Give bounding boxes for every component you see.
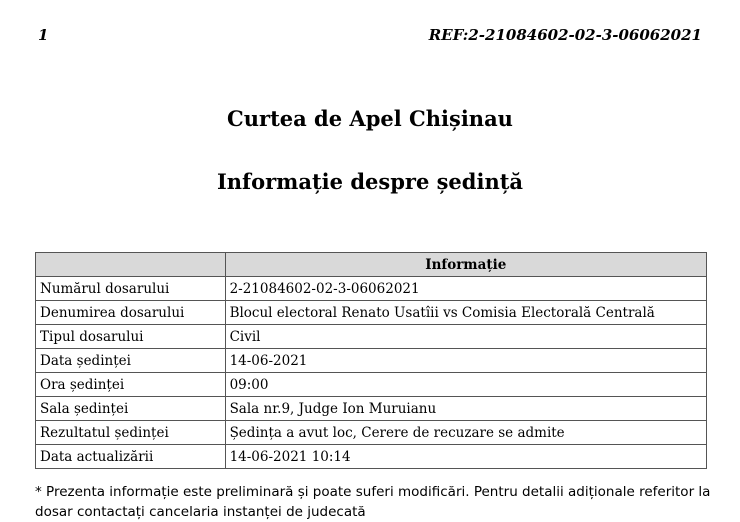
table-row [36,421,707,445]
table-header-row [36,253,707,277]
court-name: Curtea de Apel Chișinau [227,106,513,131]
row-value: Blocul electoral Renato Usatîii vs Comisia Electorală Centrală [225,301,706,325]
table-header-empty [36,253,226,277]
row-label: Tipul dosarului [36,325,226,349]
row-label: Data ședinței [36,349,226,373]
table-row [36,397,707,421]
row-value: Sala nr.9, Judge Ion Muruianu [225,397,706,421]
row-value: 09:00 [225,373,706,397]
row-value: 2-21084602-02-3-06062021 [225,277,706,301]
row-label: Data actualizării [36,445,226,469]
row-value: Civil [225,325,706,349]
row-value: 14-06-2021 10:14 [225,445,706,469]
row-value: Ședința a avut loc, Cerere de recuzare se admite [225,421,706,445]
footnote [35,482,715,522]
table-row [36,277,707,301]
table-row [36,373,707,397]
reference-number: REF:2-21084602-02-3-06062021 [428,26,702,44]
row-label: Rezultatul ședinței [36,421,226,445]
row-label: Ora ședinței [36,373,226,397]
table-row [36,349,707,373]
session-info-table [35,252,707,469]
table-row [36,445,707,469]
page-number: 1 [38,26,49,44]
table-header-info: Informație [225,253,706,277]
row-label: Denumirea dosarului [36,301,226,325]
table-row [36,301,707,325]
footnote-line-2: dosar contactați cancelaria instanței de judecată [35,504,366,520]
table-row [36,325,707,349]
row-label: Sala ședinței [36,397,226,421]
document-title: Informație despre ședință [216,169,524,194]
row-value: 14-06-2021 [225,349,706,373]
row-label: Numărul dosarului [36,277,226,301]
footnote-line-1: * Prezenta informație este preliminară și poate suferi modificări. Pentru detalii adiționale referitor la [35,484,711,500]
